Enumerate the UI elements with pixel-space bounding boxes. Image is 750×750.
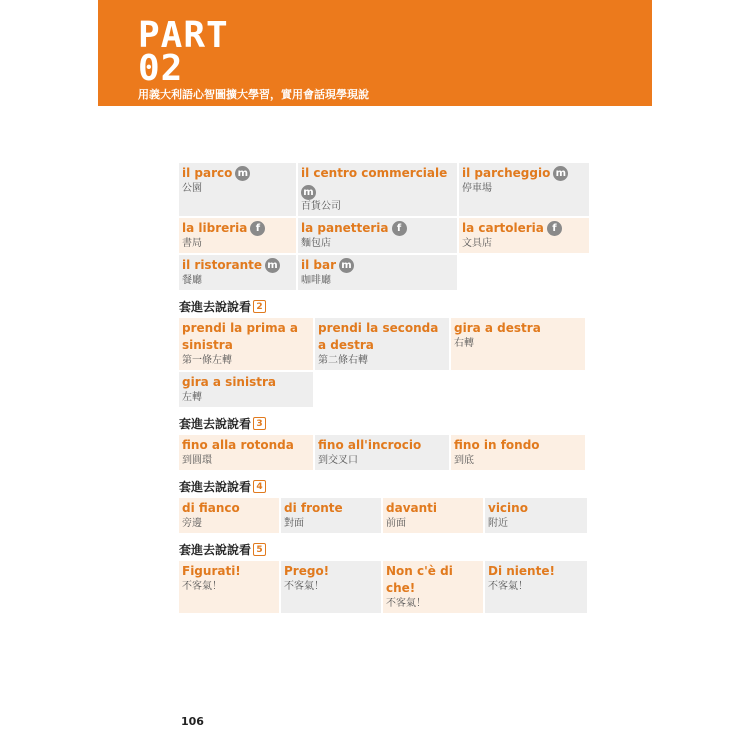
phrase-card [383, 498, 483, 533]
phrase-card [383, 561, 483, 613]
chinese-meaning: 不客氣！ [182, 581, 222, 592]
vocab-card [179, 218, 296, 253]
phrase-card [179, 561, 279, 613]
chinese-meaning: 第二條右轉 [318, 355, 368, 366]
phrase-grid [179, 435, 587, 470]
chapter-subtitle: 用義大利語心智圖擴大學習，實用會話現學現說 [138, 88, 369, 101]
italian-phrase: davanti [386, 501, 437, 515]
vocab-grid [179, 163, 587, 290]
italian-phrase: vicino [488, 501, 528, 515]
italian-phrase: Prego! [284, 564, 330, 578]
phrase-card [315, 318, 449, 370]
chinese-meaning: 不客氣！ [386, 598, 426, 609]
italian-word: il ristorante [182, 258, 262, 272]
phrase-card [179, 498, 279, 533]
gender-badge: m [301, 185, 316, 200]
chinese-meaning: 書局 [182, 238, 202, 249]
gender-badge: m [339, 258, 354, 273]
chinese-meaning: 第一條左轉 [182, 355, 232, 366]
chinese-meaning: 對面 [284, 518, 304, 529]
phrase-grid [179, 561, 587, 613]
italian-phrase: prendi la seconda a destra [318, 321, 439, 352]
chinese-meaning: 到圓環 [182, 455, 212, 466]
chinese-meaning: 麵包店 [301, 238, 331, 249]
chapter-header [98, 0, 652, 106]
vocab-card [179, 255, 296, 290]
section-heading [179, 541, 587, 558]
italian-word: la cartoleria [462, 221, 544, 235]
italian-word: il centro commerciale [301, 166, 448, 180]
chinese-meaning: 前面 [386, 518, 406, 529]
gender-badge: f [392, 221, 407, 236]
chinese-meaning: 公園 [182, 183, 202, 194]
vocab-card [459, 163, 589, 216]
phrase-card [485, 561, 587, 613]
section-title-text: 套進去說說看 [179, 417, 252, 431]
italian-phrase: gira a destra [454, 321, 541, 335]
phrase-grid [179, 318, 587, 407]
italian-phrase: Figurati! [182, 564, 241, 578]
chinese-meaning: 不客氣！ [488, 581, 528, 592]
phrase-card [179, 372, 313, 407]
phrase-card [179, 318, 313, 370]
part-number: 02 [138, 48, 184, 89]
gender-badge: f [250, 221, 265, 236]
page-content [179, 163, 587, 613]
phrase-grid [179, 498, 587, 533]
chinese-meaning: 不客氣！ [284, 581, 324, 592]
phrase-card [281, 498, 381, 533]
chinese-meaning: 附近 [488, 518, 508, 529]
italian-phrase: Non c'è di che! [386, 564, 453, 595]
phrase-card [485, 498, 587, 533]
chinese-meaning: 到底 [454, 455, 474, 466]
part-label: PART [138, 15, 229, 56]
chinese-meaning: 到交叉口 [318, 455, 358, 466]
section-number-badge: 2 [253, 300, 266, 313]
chinese-meaning: 右轉 [454, 338, 474, 349]
phrase-card [315, 435, 449, 470]
italian-word: il parco [182, 166, 233, 180]
italian-word: il bar [301, 258, 337, 272]
italian-phrase: fino alla rotonda [182, 438, 294, 452]
italian-phrase: di fronte [284, 501, 343, 515]
italian-word: la libreria [182, 221, 248, 235]
section-heading [179, 298, 587, 315]
vocab-card [298, 255, 457, 290]
italian-phrase: gira a sinistra [182, 375, 276, 389]
chinese-meaning: 左轉 [182, 392, 202, 403]
section-title-text: 套進去說說看 [179, 480, 252, 494]
section-heading [179, 415, 587, 432]
chinese-meaning: 餐廳 [182, 275, 202, 286]
vocab-card [459, 218, 589, 253]
gender-badge: m [235, 166, 250, 181]
phrase-card [281, 561, 381, 613]
section-number-badge: 5 [253, 543, 266, 556]
phrase-card [179, 435, 313, 470]
italian-phrase: prendi la prima a sinistra [182, 321, 298, 352]
italian-word: il parcheggio [462, 166, 551, 180]
chinese-meaning: 停車場 [462, 183, 492, 194]
page-number: 106 [181, 715, 204, 728]
chinese-meaning: 文具店 [462, 238, 492, 249]
italian-word: la panetteria [301, 221, 389, 235]
phrase-card [451, 318, 585, 370]
chinese-meaning: 旁邊 [182, 518, 202, 529]
italian-phrase: di fianco [182, 501, 240, 515]
italian-phrase: Di niente! [488, 564, 555, 578]
vocab-card [298, 163, 457, 216]
section-heading [179, 478, 587, 495]
gender-badge: m [553, 166, 568, 181]
gender-badge: m [265, 258, 280, 273]
chinese-meaning: 咖啡廳 [301, 275, 331, 286]
section-title-text: 套進去說說看 [179, 300, 252, 314]
italian-phrase: fino in fondo [454, 438, 540, 452]
section-title-text: 套進去說說看 [179, 543, 252, 557]
vocab-card [298, 218, 457, 253]
chinese-meaning: 百貨公司 [301, 201, 341, 212]
section-number-badge: 4 [253, 480, 266, 493]
vocab-card [179, 163, 296, 216]
section-number-badge: 3 [253, 417, 266, 430]
italian-phrase: fino all'incrocio [318, 438, 422, 452]
phrase-card [451, 435, 585, 470]
gender-badge: f [547, 221, 562, 236]
